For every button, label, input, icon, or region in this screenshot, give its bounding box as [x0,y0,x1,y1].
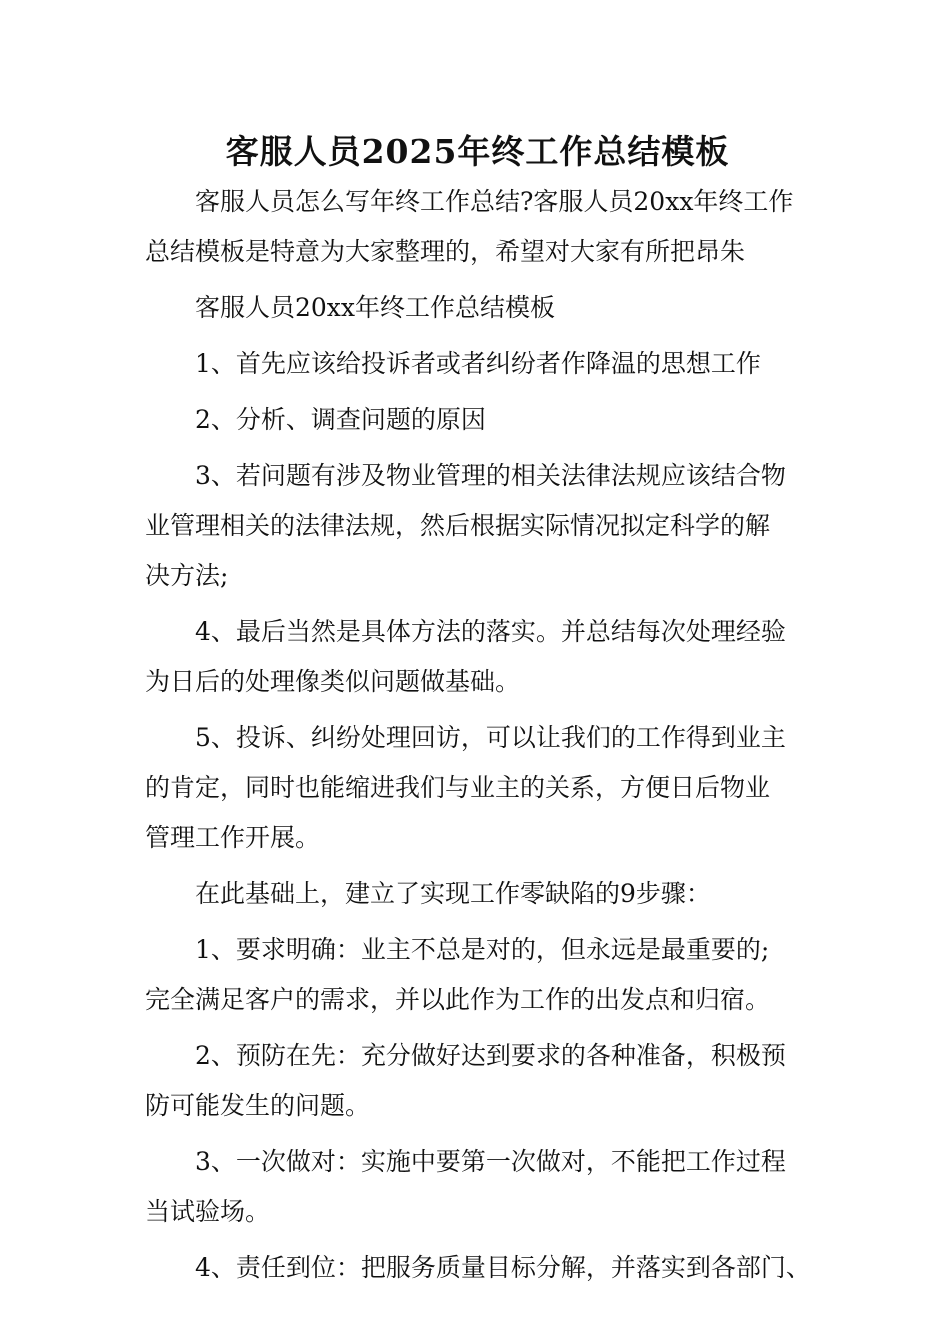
paragraph-line: 1、要求明确：业主不总是对的，但永远是最重要的; [195,935,770,964]
paragraph-line: 4、最后当然是具体方法的落实。并总结每次处理经验 [195,617,786,646]
paragraph [145,283,810,333]
paragraph-line: 客服人员怎么写年终工作总结?客服人员20xx年终工作 [195,187,794,216]
paragraph-line: 管理工作开展。 [145,823,321,852]
paragraph-line: 总结模板是特意为大家整理的，希望对大家有所把昂朱 [145,237,746,266]
paragraph [145,1031,810,1131]
document-body [145,127,810,1299]
paragraph-line: 决方法; [145,561,229,590]
paragraph [145,451,810,601]
paragraph-line: 客服人员20xx年终工作总结模板 [195,293,556,322]
paragraph-line: 1、首先应该给投诉者或者纠纷者作降温的思想工作 [195,349,761,378]
paragraph-line: 2、分析、调查问题的原因 [195,405,486,434]
paragraph-line: 业管理相关的法律法规，然后根据实际情况拟定科学的解 [145,511,771,540]
paragraph-line: 5、投诉、纠纷处理回访，可以让我们的工作得到业主 [195,723,786,752]
paragraph-line: 在此基础上，建立了实现工作零缺陷的9步骤： [195,879,711,908]
paragraph [145,177,810,277]
paragraph [145,339,810,389]
paragraph [145,1243,810,1293]
paragraph-line: 3、一次做对：实施中要第一次做对，不能把工作过程 [195,1147,786,1176]
paragraph [145,1137,810,1237]
document-title: 客服人员2025年终工作总结模板 [225,132,730,171]
paragraph [145,869,810,919]
paragraph [145,607,810,707]
paragraph-list [145,177,810,1293]
paragraph [145,713,810,863]
paragraph-line: 4、责任到位：把服务质量目标分解，并落实到各部门、 [195,1253,811,1282]
paragraph-line: 为日后的处理像类似问题做基础。 [145,667,521,696]
paragraph-line: 防可能发生的问题。 [145,1091,371,1120]
paragraph [145,925,810,1025]
paragraph-line: 完全满足客户的需求，并以此作为工作的出发点和归宿。 [145,985,771,1014]
paragraph-line: 3、若问题有涉及物业管理的相关法律法规应该结合物 [195,461,786,490]
paragraph [145,395,810,445]
paragraph-line: 的肯定，同时也能缩进我们与业主的关系，方便日后物业 [145,773,771,802]
paragraph-line: 当试验场。 [145,1197,271,1226]
paragraph-line: 2、预防在先：充分做好达到要求的各种准备，积极预 [195,1041,786,1070]
